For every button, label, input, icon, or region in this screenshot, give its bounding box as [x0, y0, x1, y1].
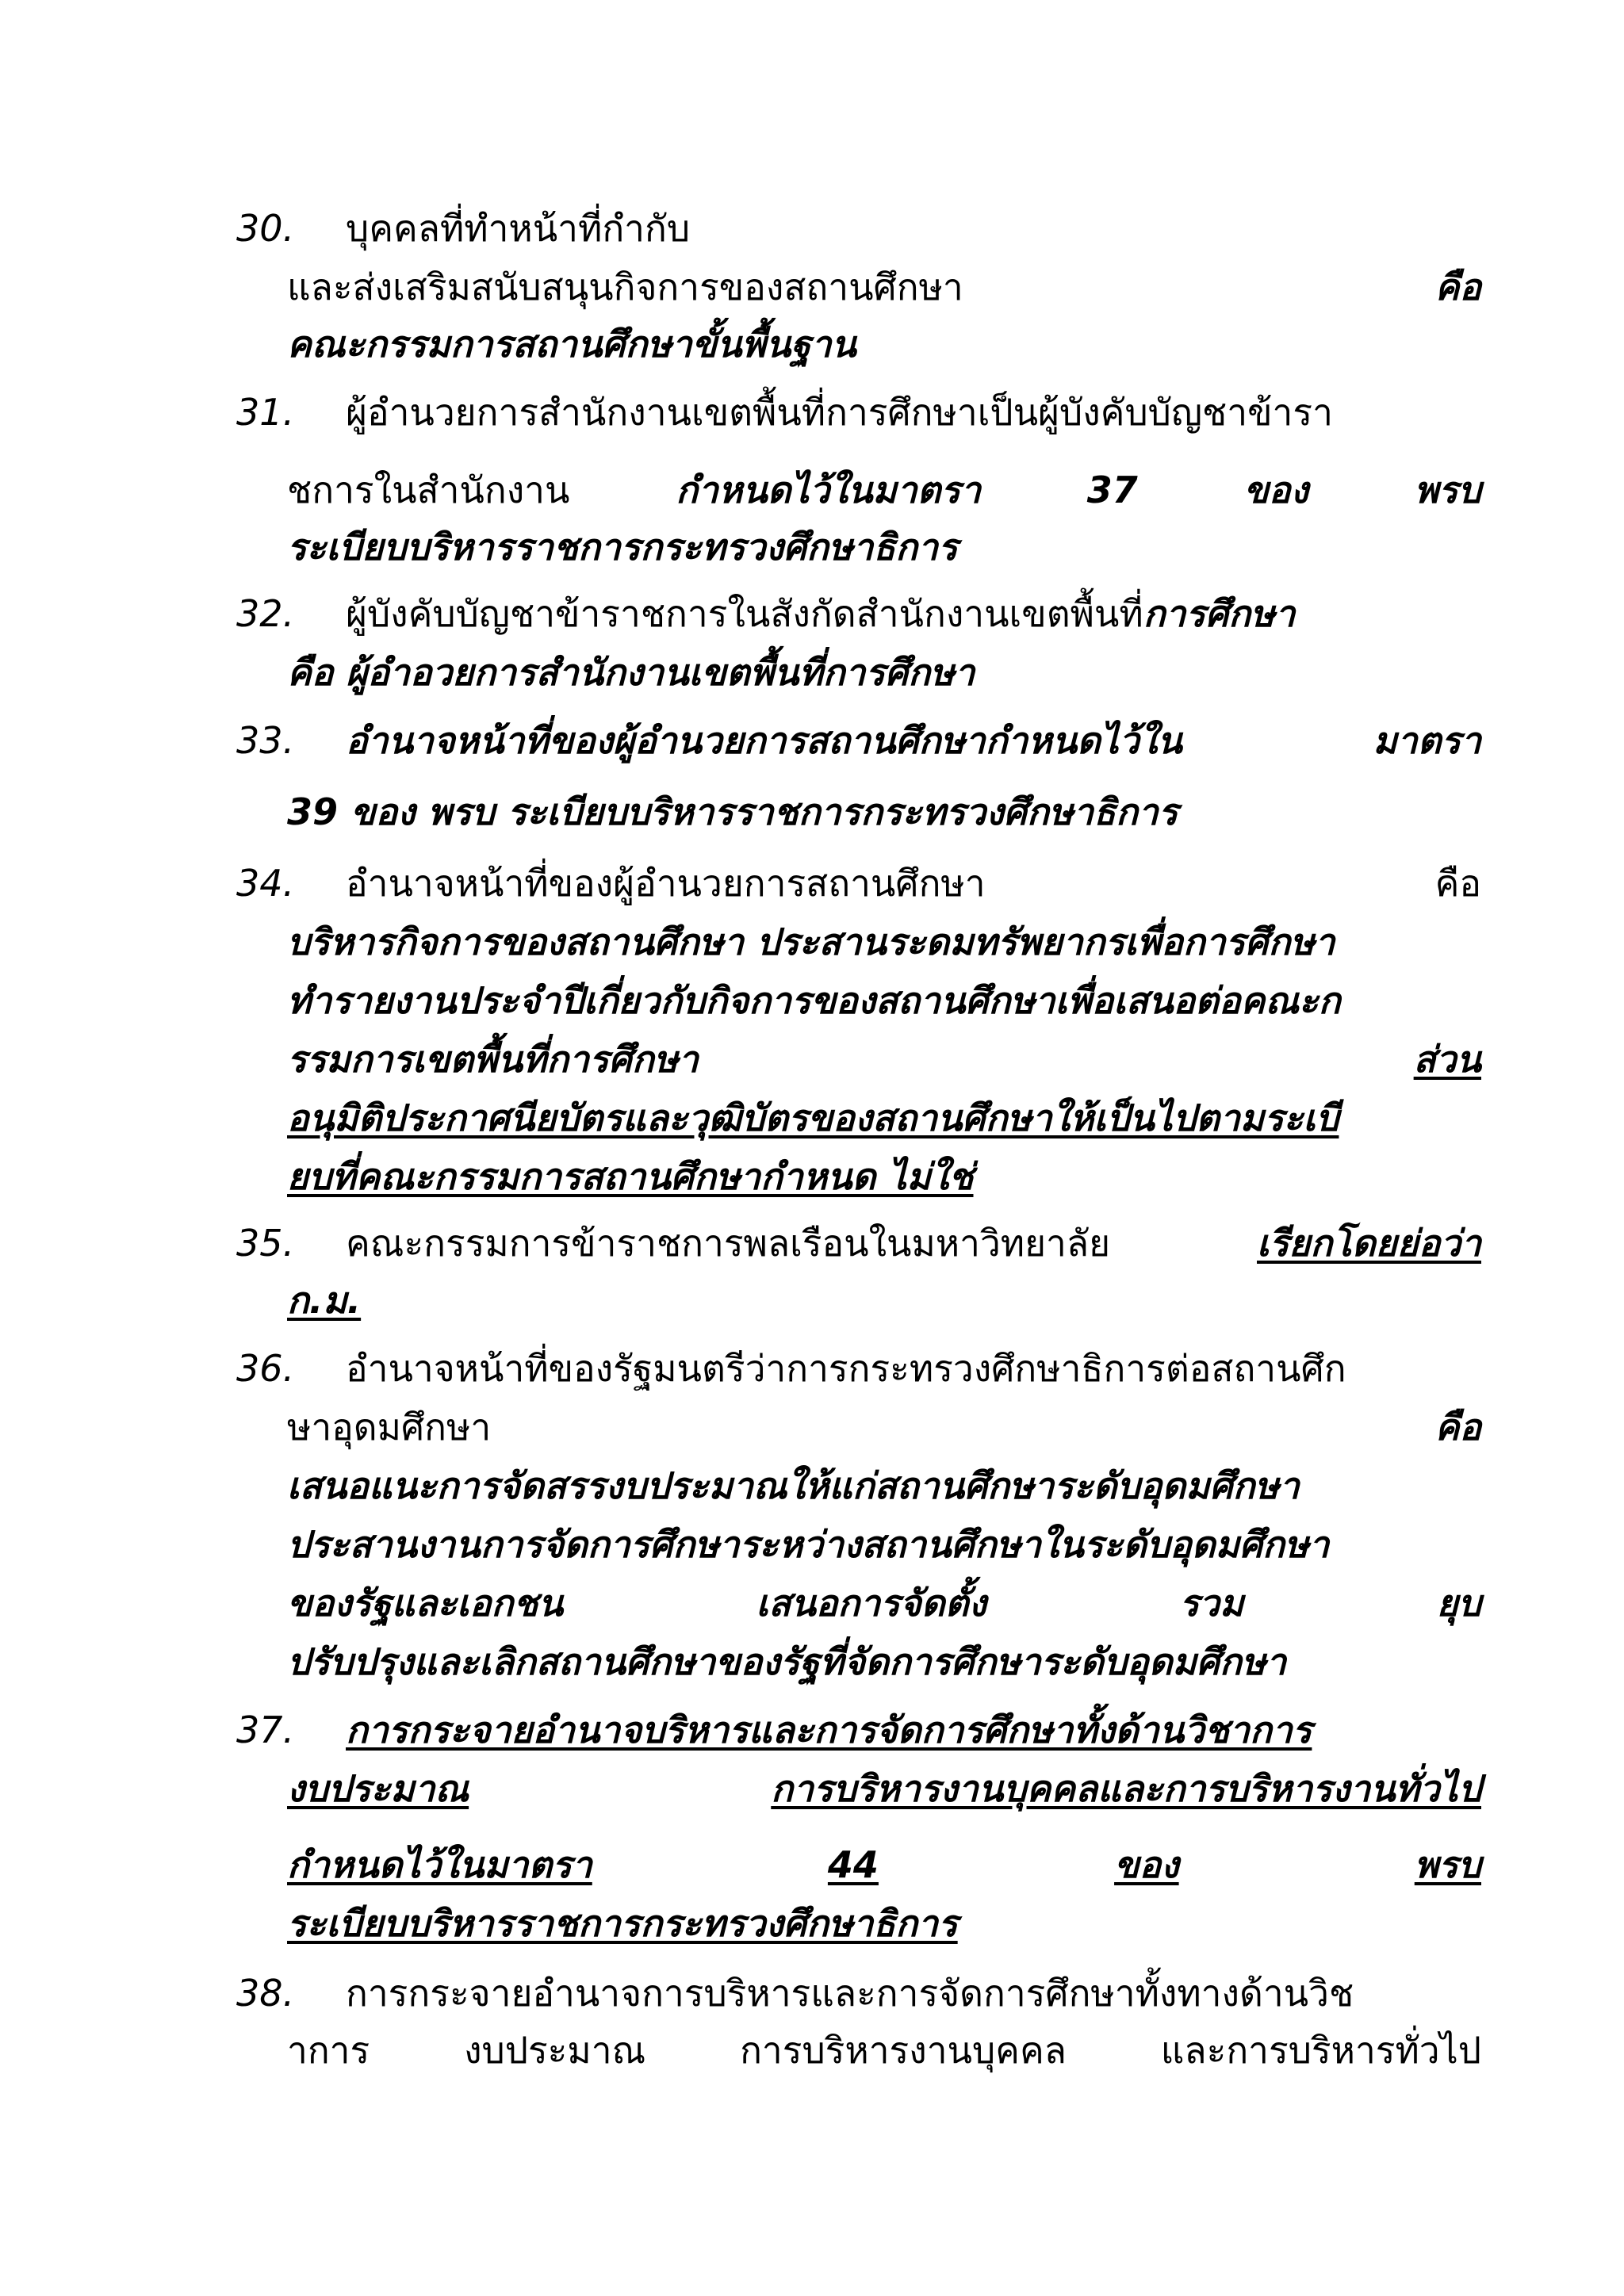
item-answer-underlined: อนุมิติประกาศนียบัตรและวุฒิบัตรของสถานศึกษาให้เป็นไปตามระเบี	[287, 1096, 1339, 1139]
item-answer-underlined: พรบ	[1414, 1843, 1481, 1886]
item-33-line-1	[236, 717, 1481, 764]
item-answer: ของรัฐและเอกชน	[287, 1582, 564, 1624]
item-answer-underlined: ของ	[1114, 1843, 1179, 1886]
item-answer: บริหารกิจการของสถานศึกษา ประสานระดมทรัพยากรเพื่อการศึกษา	[287, 920, 1335, 963]
item-34-line-3	[287, 977, 1481, 1024]
item-36-line-2	[287, 1403, 1481, 1451]
item-answer-underlined: ส่วน	[1413, 1038, 1481, 1081]
item-text: อำนาจหน้าที่ของรัฐมนตรีว่าการกระทรวงศึกษาธิการต่อสถานศึก	[346, 1347, 1346, 1390]
item-text: อำนาจหน้าที่ของผู้อำนวยการสถานศึกษา	[346, 862, 986, 905]
item-text: บุคคลที่ทำหน้าที่กำกับ	[346, 207, 691, 250]
item-37-line-4	[287, 1900, 1481, 1947]
item-35-line-2	[287, 1276, 1481, 1324]
item-answer: อำนาจหน้าที่ของผู้อำนวยการสถานศึกษากำหนดไว้ใน	[346, 719, 1182, 762]
item-number: 36.	[236, 1347, 295, 1390]
item-34-line-5	[287, 1094, 1481, 1142]
item-36-line-6	[287, 1638, 1481, 1686]
item-36-line-5	[287, 1579, 1481, 1627]
item-answer-underlined: งบประมาณ	[287, 1767, 469, 1810]
item-answer-underlined: การบริหารงานบุคคลและการบริหารงานทั่วไป	[771, 1767, 1481, 1810]
item-number: 34.	[236, 862, 295, 905]
item-32-line-2	[287, 649, 1481, 696]
item-text: และส่งเสริมสนับสนุนกิจการของสถานศึกษา	[287, 266, 963, 308]
item-34-line-6	[287, 1153, 1481, 1200]
item-answer: การศึกษา	[1143, 592, 1296, 635]
item-text: และการบริหารทั่วไป	[1160, 2029, 1481, 2072]
item-text: ษาอุดมศึกษา	[287, 1406, 492, 1448]
item-answer: รวม	[1179, 1582, 1244, 1624]
item-number: 35.	[236, 1222, 295, 1265]
item-answer-underlined: กำหนดไว้ในมาตรา	[287, 1843, 592, 1886]
item-answer: ระเบียบบริหารราชการกระทรวงศึกษาธิการ	[287, 526, 958, 568]
item-number: 32.	[236, 592, 295, 635]
item-30-line-1	[236, 205, 1481, 252]
item-answer: คณะกรรมการสถานศึกษาขั้นพื้นฐาน	[287, 323, 856, 365]
item-answer: ทำรายงานประจำปีเกี่ยวกับกิจการของสถานศึกษาเพื่อเสนอต่อคณะก	[287, 979, 1341, 1022]
item-33-line-2	[287, 788, 1481, 836]
item-answer-underlined: 44	[827, 1843, 879, 1886]
item-36-line-4	[287, 1521, 1481, 1568]
item-answer: 39 ของ พรบ ระเบียบบริหารราชการกระทรวงศึกษาธิการ	[287, 790, 1178, 833]
item-37-line-1	[236, 1706, 1481, 1754]
item-32-line-1	[236, 590, 1481, 637]
item-text: คณะกรรมการข้าราชการพลเรือนในมหาวิทยาลัย	[346, 1222, 1111, 1265]
item-answer: คือ	[1434, 266, 1481, 308]
item-answer-underlined: ยบที่คณะกรรมการสถานศึกษากำหนด ไม่ใช่	[287, 1155, 974, 1198]
item-36-line-3	[287, 1462, 1481, 1510]
item-answer-underlined: ก.ม.	[287, 1279, 362, 1322]
item-answer-underlined: เรียกโดยย่อว่า	[1256, 1222, 1481, 1265]
item-31-line-1	[236, 388, 1481, 436]
item-31-line-3	[287, 523, 1481, 571]
item-number: 37.	[236, 1709, 295, 1751]
item-text: การกระจายอำนาจการบริหารและการจัดการศึกษาทั้งทางด้านวิช	[346, 1972, 1354, 2015]
item-text: ชการในสำนักงาน	[287, 469, 570, 511]
item-number: 30.	[236, 207, 295, 250]
item-number: 38.	[236, 1972, 295, 2015]
item-36-line-1	[236, 1345, 1481, 1392]
item-answer: รรมการเขตพื้นที่การศึกษา	[287, 1038, 699, 1081]
item-38-line-1	[236, 1969, 1481, 2017]
item-34-line-4	[287, 1035, 1481, 1083]
item-38-line-2	[287, 2026, 1481, 2074]
item-answer: 37	[1086, 469, 1138, 511]
item-answer: ปรับปรุงและเลิกสถานศึกษาของรัฐที่จัดการศึกษาระดับอุดมศึกษา	[287, 1640, 1287, 1683]
item-number: 31.	[236, 391, 295, 434]
item-text: ผู้อำนวยการสำนักงานเขตพื้นที่การศึกษาเป็นผู้บังคับบัญชาข้ารา	[346, 391, 1333, 434]
item-text: การบริหารงานบุคคล	[740, 2029, 1067, 2072]
item-answer-underlined: ระเบียบบริหารราชการกระทรวงศึกษาธิการ	[287, 1902, 958, 1945]
item-30-line-3	[287, 320, 1481, 368]
item-34-line-1	[236, 859, 1481, 907]
item-answer: กำหนดไว้ในมาตรา	[676, 469, 981, 511]
item-text: คือ	[1434, 862, 1481, 905]
item-answer: เสนอการจัดตั้ง	[756, 1582, 986, 1624]
item-answer: พรบ	[1414, 469, 1481, 511]
item-31-line-2	[287, 466, 1481, 514]
item-answer: ยุบ	[1436, 1582, 1481, 1624]
item-answer: มาตรา	[1373, 719, 1481, 762]
item-35-line-1	[236, 1219, 1481, 1267]
item-number: 33.	[236, 719, 295, 762]
item-text: าการ	[287, 2029, 370, 2072]
item-text: งบประมาณ	[464, 2029, 646, 2072]
item-text: ผู้บังคับบัญชาข้าราชการในสังกัดสำนักงานเขตพื้นที่	[346, 592, 1143, 635]
item-answer: คือ ผู้อำอวยการสำนักงานเขตพื้นที่การศึกษา	[287, 651, 975, 694]
item-answer: คือ	[1434, 1406, 1481, 1448]
item-answer: ประสานงานการจัดการศึกษาระหว่างสถานศึกษาในระดับอุดมศึกษา	[287, 1523, 1330, 1566]
item-answer: เสนอแนะการจัดสรรงบประมาณให้แก่สถานศึกษาระดับอุดมศึกษา	[287, 1464, 1300, 1507]
item-37-line-2	[287, 1765, 1481, 1812]
item-answer: ของ	[1243, 469, 1308, 511]
item-37-line-3	[287, 1841, 1481, 1888]
item-answer-underlined: การกระจายอำนาจบริหารและการจัดการศึกษาทั้งด้านวิชาการ	[346, 1709, 1312, 1751]
item-30-line-2	[287, 263, 1481, 311]
item-34-line-2	[287, 918, 1481, 966]
